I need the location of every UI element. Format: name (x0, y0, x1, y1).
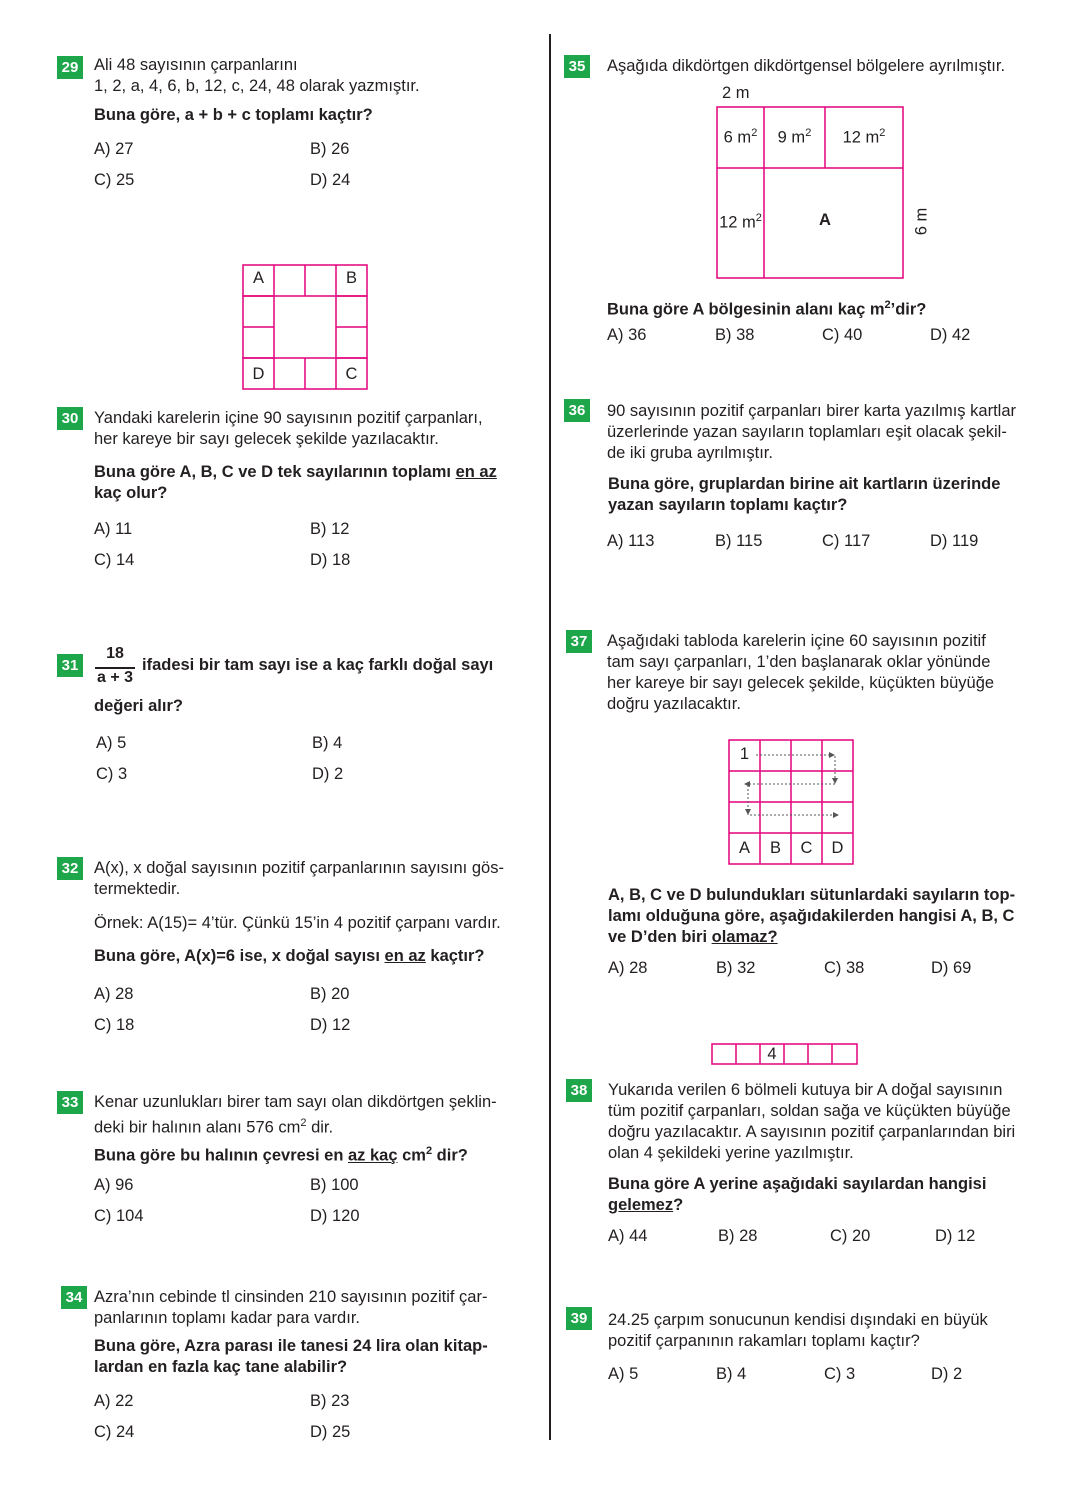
q31-option-b[interactable]: B) 4 (312, 734, 343, 752)
q34-text-line2: panlarının toplamı kadar para vardır. (94, 1309, 360, 1327)
q35-option-a[interactable]: A) 36 (607, 326, 647, 344)
q30-option-b[interactable]: B) 12 (310, 520, 350, 538)
q35-side-dimension: 6 m (912, 207, 931, 236)
q35-option-c[interactable]: C) 40 (822, 326, 863, 344)
q31-question-line1: ifadesi bir tam sayı ise a kaç farklı doğal sayı (142, 656, 494, 674)
q37-start-cell: 1 (739, 745, 750, 763)
q36-option-b[interactable]: B) 115 (715, 532, 763, 550)
q29-text-line1: Ali 48 sayısının çarpanlarını (94, 56, 298, 74)
question-number-36: 36 (564, 399, 590, 422)
q37-option-a[interactable]: A) 28 (608, 959, 648, 977)
q37-text-line3: her kareye bir sayı gelecek şekilde, küçükten büyüğe (607, 674, 995, 692)
q38-text-line2: tüm pozitif çarpanları, soldan sağa ve küçükten büyüğe (608, 1102, 1011, 1120)
q35-rectangle-figure (700, 82, 940, 282)
q30-text-line2: her kareye bir sayı gelecek şekilde yazılacaktır. (94, 430, 439, 448)
q30-option-a[interactable]: A) 11 (94, 520, 133, 538)
q37-snake-grid (728, 739, 854, 865)
q31-option-c[interactable]: C) 3 (96, 765, 128, 783)
q32-option-c[interactable]: C) 18 (94, 1016, 135, 1034)
q34-option-a[interactable]: A) 22 (94, 1392, 134, 1410)
q35-text-line1: Aşağıda dikdörtgen dikdörtgensel bölgelere ayrılmıştır. (607, 57, 1006, 75)
q36-text-line2: üzerlerinde yazan sayıların toplamları eşit olacak şekil- (607, 423, 1007, 441)
column-divider (549, 34, 551, 1440)
q32-example: Örnek: A(15)= 4’tür. Çünkü 15’in 4 pozitif çarpanı vardır. (94, 914, 501, 932)
q39-text-line1: 24.25 çarpım sonucunun kendisi dışındaki en büyük (608, 1311, 988, 1329)
q37-text-line4: doğru yazılacaktır. (607, 695, 741, 713)
q29-option-d[interactable]: D) 24 (310, 171, 351, 189)
question-number-38: 38 (566, 1079, 592, 1102)
q37-question-line1: A, B, C ve D bulundukları sütunlardaki sayıların top- (608, 886, 1016, 904)
q34-question-line2: lardan en fazla kaç tane alabilir? (94, 1358, 348, 1376)
q33-text-line2: deki bir halının alanı 576 $cm^2$ dir. (94, 1117, 334, 1137)
q37-question-line2: lamı olduğuna göre, aşağıdakilerden hangisi A, B, C (608, 907, 1015, 925)
question-number-37: 37 (566, 630, 592, 653)
q37-option-c[interactable]: C) 38 (824, 959, 865, 977)
q29-text-line2: 1, 2, a, 4, 6, b, 12, c, 24, 48 olarak yazmıştır. (94, 77, 420, 95)
q36-question-line1: Buna göre, gruplardan birine ait kartların üzerinde (608, 475, 1001, 493)
q31-option-a[interactable]: A) 5 (96, 734, 127, 752)
question-number-35: 35 (564, 55, 590, 78)
q38-text-line1: Yukarıda verilen 6 bölmeli kutuya bir A doğal sayısının (608, 1081, 1003, 1099)
q34-question-line1: Buna göre, Azra parası ile tanesi 24 lira olan kitap- (94, 1337, 488, 1355)
q29-option-b[interactable]: B) 26 (310, 140, 350, 158)
q30-question-line1: Buna göre A, B, C ve D tek sayılarının toplamı en az (94, 463, 497, 481)
q31-fraction-denominator: a + 3 (96, 669, 134, 686)
q30-cell-d: D (252, 365, 265, 383)
q29-option-a[interactable]: A) 27 (94, 140, 134, 158)
q29-option-c[interactable]: C) 25 (94, 171, 135, 189)
q37-cell-a: A (738, 839, 750, 857)
question-number-32: 32 (57, 857, 83, 880)
q36-option-c[interactable]: C) 117 (822, 532, 871, 550)
q37-cell-b: B (769, 839, 781, 857)
q32-option-b[interactable]: B) 20 (310, 985, 350, 1003)
q30-cell-c: C (345, 365, 358, 383)
question-number-29: 29 (57, 56, 83, 79)
q33-option-c[interactable]: C) 104 (94, 1207, 144, 1225)
question-number-31: 31 (57, 654, 83, 677)
q38-option-a[interactable]: A) 44 (608, 1227, 648, 1245)
q36-text-line1: 90 sayısının pozitif çarpanları birer karta yazılmış kartlar (607, 402, 1016, 420)
q34-option-c[interactable]: C) 24 (94, 1423, 135, 1441)
q34-option-b[interactable]: B) 23 (310, 1392, 350, 1410)
q38-option-c[interactable]: C) 20 (830, 1227, 871, 1245)
question-number-30: 30 (57, 407, 83, 430)
q38-option-d[interactable]: D) 12 (935, 1227, 976, 1245)
q32-text-line1: A(x), x doğal sayısının pozitif çarpanlarının sayısını gös- (94, 859, 504, 877)
q39-option-d[interactable]: D) 2 (931, 1365, 963, 1383)
q33-option-a[interactable]: A) 96 (94, 1176, 134, 1194)
q38-option-b[interactable]: B) 28 (718, 1227, 758, 1245)
q39-option-c[interactable]: C) 3 (824, 1365, 856, 1383)
q35-cell-12m2-top: 12 $m^2$ (842, 127, 886, 147)
q38-question-line2: gelemez? (608, 1196, 684, 1214)
q37-question-line3: ve D’den biri olamaz? (608, 928, 778, 946)
q32-question: Buna göre, A(x)=6 ise, x doğal sayısı en az kaçtır? (94, 947, 485, 965)
q30-ring-grid (242, 264, 368, 390)
q39-text-line2: pozitif çarpanının rakamları toplamı kaçtır? (608, 1332, 920, 1350)
q37-option-d[interactable]: D) 69 (931, 959, 972, 977)
q36-text-line3: de iki gruba ayrılmıştır. (607, 444, 773, 462)
q37-text-line2: tam sayı çarpanları, 1’den başlanarak oklar yönünde (607, 653, 991, 671)
q35-top-dimension: 2 m (722, 84, 750, 102)
q33-question: Buna göre bu halının çevresi en az kaç $cm^2$ dir? (94, 1145, 468, 1165)
q35-option-d[interactable]: D) 42 (930, 326, 971, 344)
q38-six-box (711, 1043, 859, 1066)
q38-text-line3: doğru yazılacaktır. A sayısının pozitif çarpanlarından biri (608, 1123, 1016, 1141)
q36-option-a[interactable]: A) 113 (607, 532, 655, 550)
q33-option-b[interactable]: B) 100 (310, 1176, 359, 1194)
q37-text-line1: Aşağıdaki tabloda karelerin içine 60 sayısının pozitif (607, 632, 986, 650)
q35-cell-6m2: 6 $m^2$ (723, 127, 758, 147)
question-number-34: 34 (61, 1286, 87, 1309)
q35-question: Buna göre A bölgesinin alanı kaç $m^2’dir$? (607, 299, 927, 319)
q37-cell-c: C (800, 839, 813, 857)
q34-text-line1: Azra’nın cebinde tl cinsinden 210 sayısının pozitif çar- (94, 1288, 488, 1306)
q30-option-c[interactable]: C) 14 (94, 551, 135, 569)
q36-question-line2: yazan sayıların toplamı kaçtır? (608, 496, 848, 514)
q33-option-d[interactable]: D) 120 (310, 1207, 360, 1225)
q29-question: Buna göre, a + b + c toplamı kaçtır? (94, 106, 373, 124)
q30-question-line2: kaç olur? (94, 484, 168, 502)
q38-text-line4: olan 4 şekildeki yerine yazılmıştır. (608, 1144, 854, 1162)
question-number-33: 33 (57, 1091, 83, 1114)
q32-option-d[interactable]: D) 12 (310, 1016, 351, 1034)
q30-text-line1: Yandaki karelerin içine 90 sayısının pozitif çarpanları, (94, 409, 483, 427)
q30-cell-a: A (252, 269, 264, 287)
q37-cell-d: D (831, 839, 844, 857)
question-number-39: 39 (566, 1307, 592, 1330)
q34-option-d[interactable]: D) 25 (310, 1423, 351, 1441)
q39-option-b[interactable]: B) 4 (716, 1365, 747, 1383)
q31-question-line2: değeri alır? (94, 697, 183, 715)
q30-cell-b: B (345, 269, 357, 287)
q35-option-b[interactable]: B) 38 (715, 326, 755, 344)
q33-text-line1: Kenar uzunlukları birer tam sayı olan dikdörtgen şeklin- (94, 1093, 497, 1111)
q36-option-d[interactable]: D) 119 (930, 532, 979, 550)
q35-cell-9m2: 9 $m^2$ (777, 127, 812, 147)
q35-cell-12m2-left: 12 $m^2$ (719, 212, 762, 232)
q38-box-value: 4 (767, 1045, 777, 1063)
q37-option-b[interactable]: B) 32 (716, 959, 756, 977)
q35-region-a: A (819, 211, 831, 229)
q32-text-line2: termektedir. (94, 880, 181, 898)
q38-question-line1: Buna göre A yerine aşağıdaki sayılardan hangisi (608, 1175, 987, 1193)
q30-option-d[interactable]: D) 18 (310, 551, 351, 569)
q32-option-a[interactable]: A) 28 (94, 985, 134, 1003)
q39-option-a[interactable]: A) 5 (608, 1365, 639, 1383)
q31-option-d[interactable]: D) 2 (312, 765, 344, 783)
q31-fraction-numerator: 18 (106, 645, 124, 662)
